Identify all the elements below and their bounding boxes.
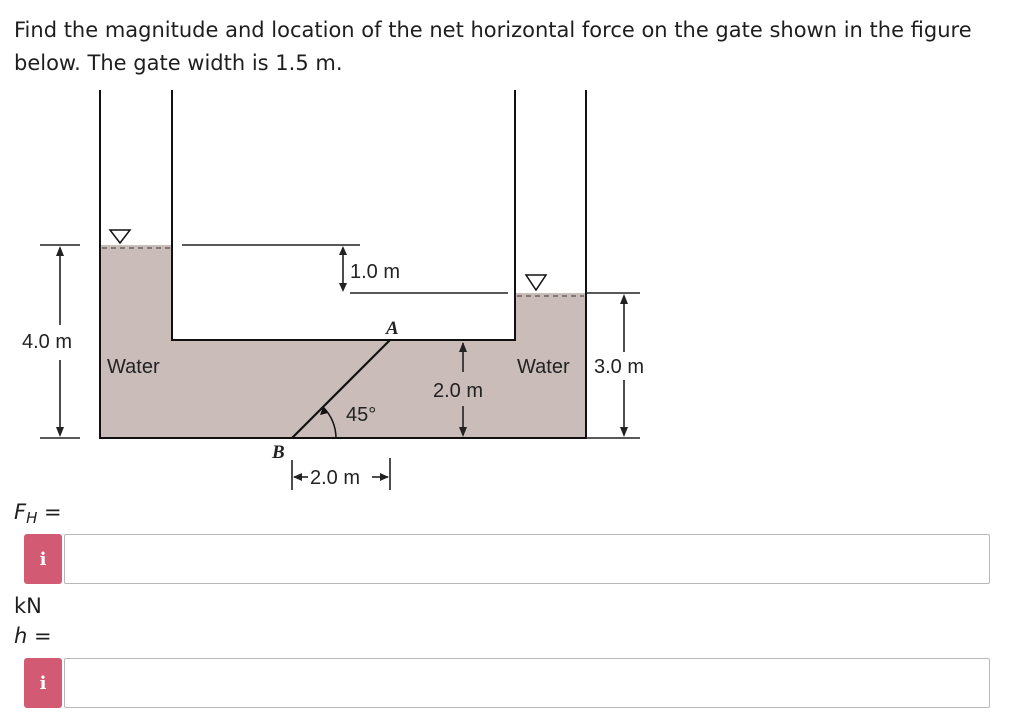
gate-figure — [0, 80, 680, 500]
fh-answer-input[interactable] — [64, 534, 990, 584]
left-surface-triangle — [110, 230, 130, 243]
gate-base-label: 2.0 m — [310, 467, 361, 489]
h-info-icon[interactable]: i — [24, 658, 62, 708]
left-depth-label: 4.0 m — [22, 331, 73, 353]
point-a-label: A — [386, 318, 399, 339]
question-text: Find the magnitude and location of the net horizontal force on the gate shown in the figure below. The gate width is 1.5 m. — [14, 18, 972, 75]
point-b-label: B — [272, 442, 285, 463]
h-answer-input[interactable] — [64, 658, 990, 708]
left-water-label: Water — [107, 356, 160, 378]
right-water-label: Water — [517, 356, 570, 378]
fh-info-icon[interactable]: i — [24, 534, 62, 584]
fh-label: $F_H$ = — [14, 500, 62, 527]
h-label: h = — [14, 624, 52, 648]
right-surface-triangle — [526, 275, 546, 290]
right-depth-label: 3.0 m — [594, 356, 645, 378]
fh-unit-label: kN — [14, 594, 42, 618]
gate-height-label: 2.0 m — [433, 380, 484, 402]
angle-label: 45° — [346, 404, 377, 426]
top-offset-label: 1.0 m — [350, 261, 401, 283]
